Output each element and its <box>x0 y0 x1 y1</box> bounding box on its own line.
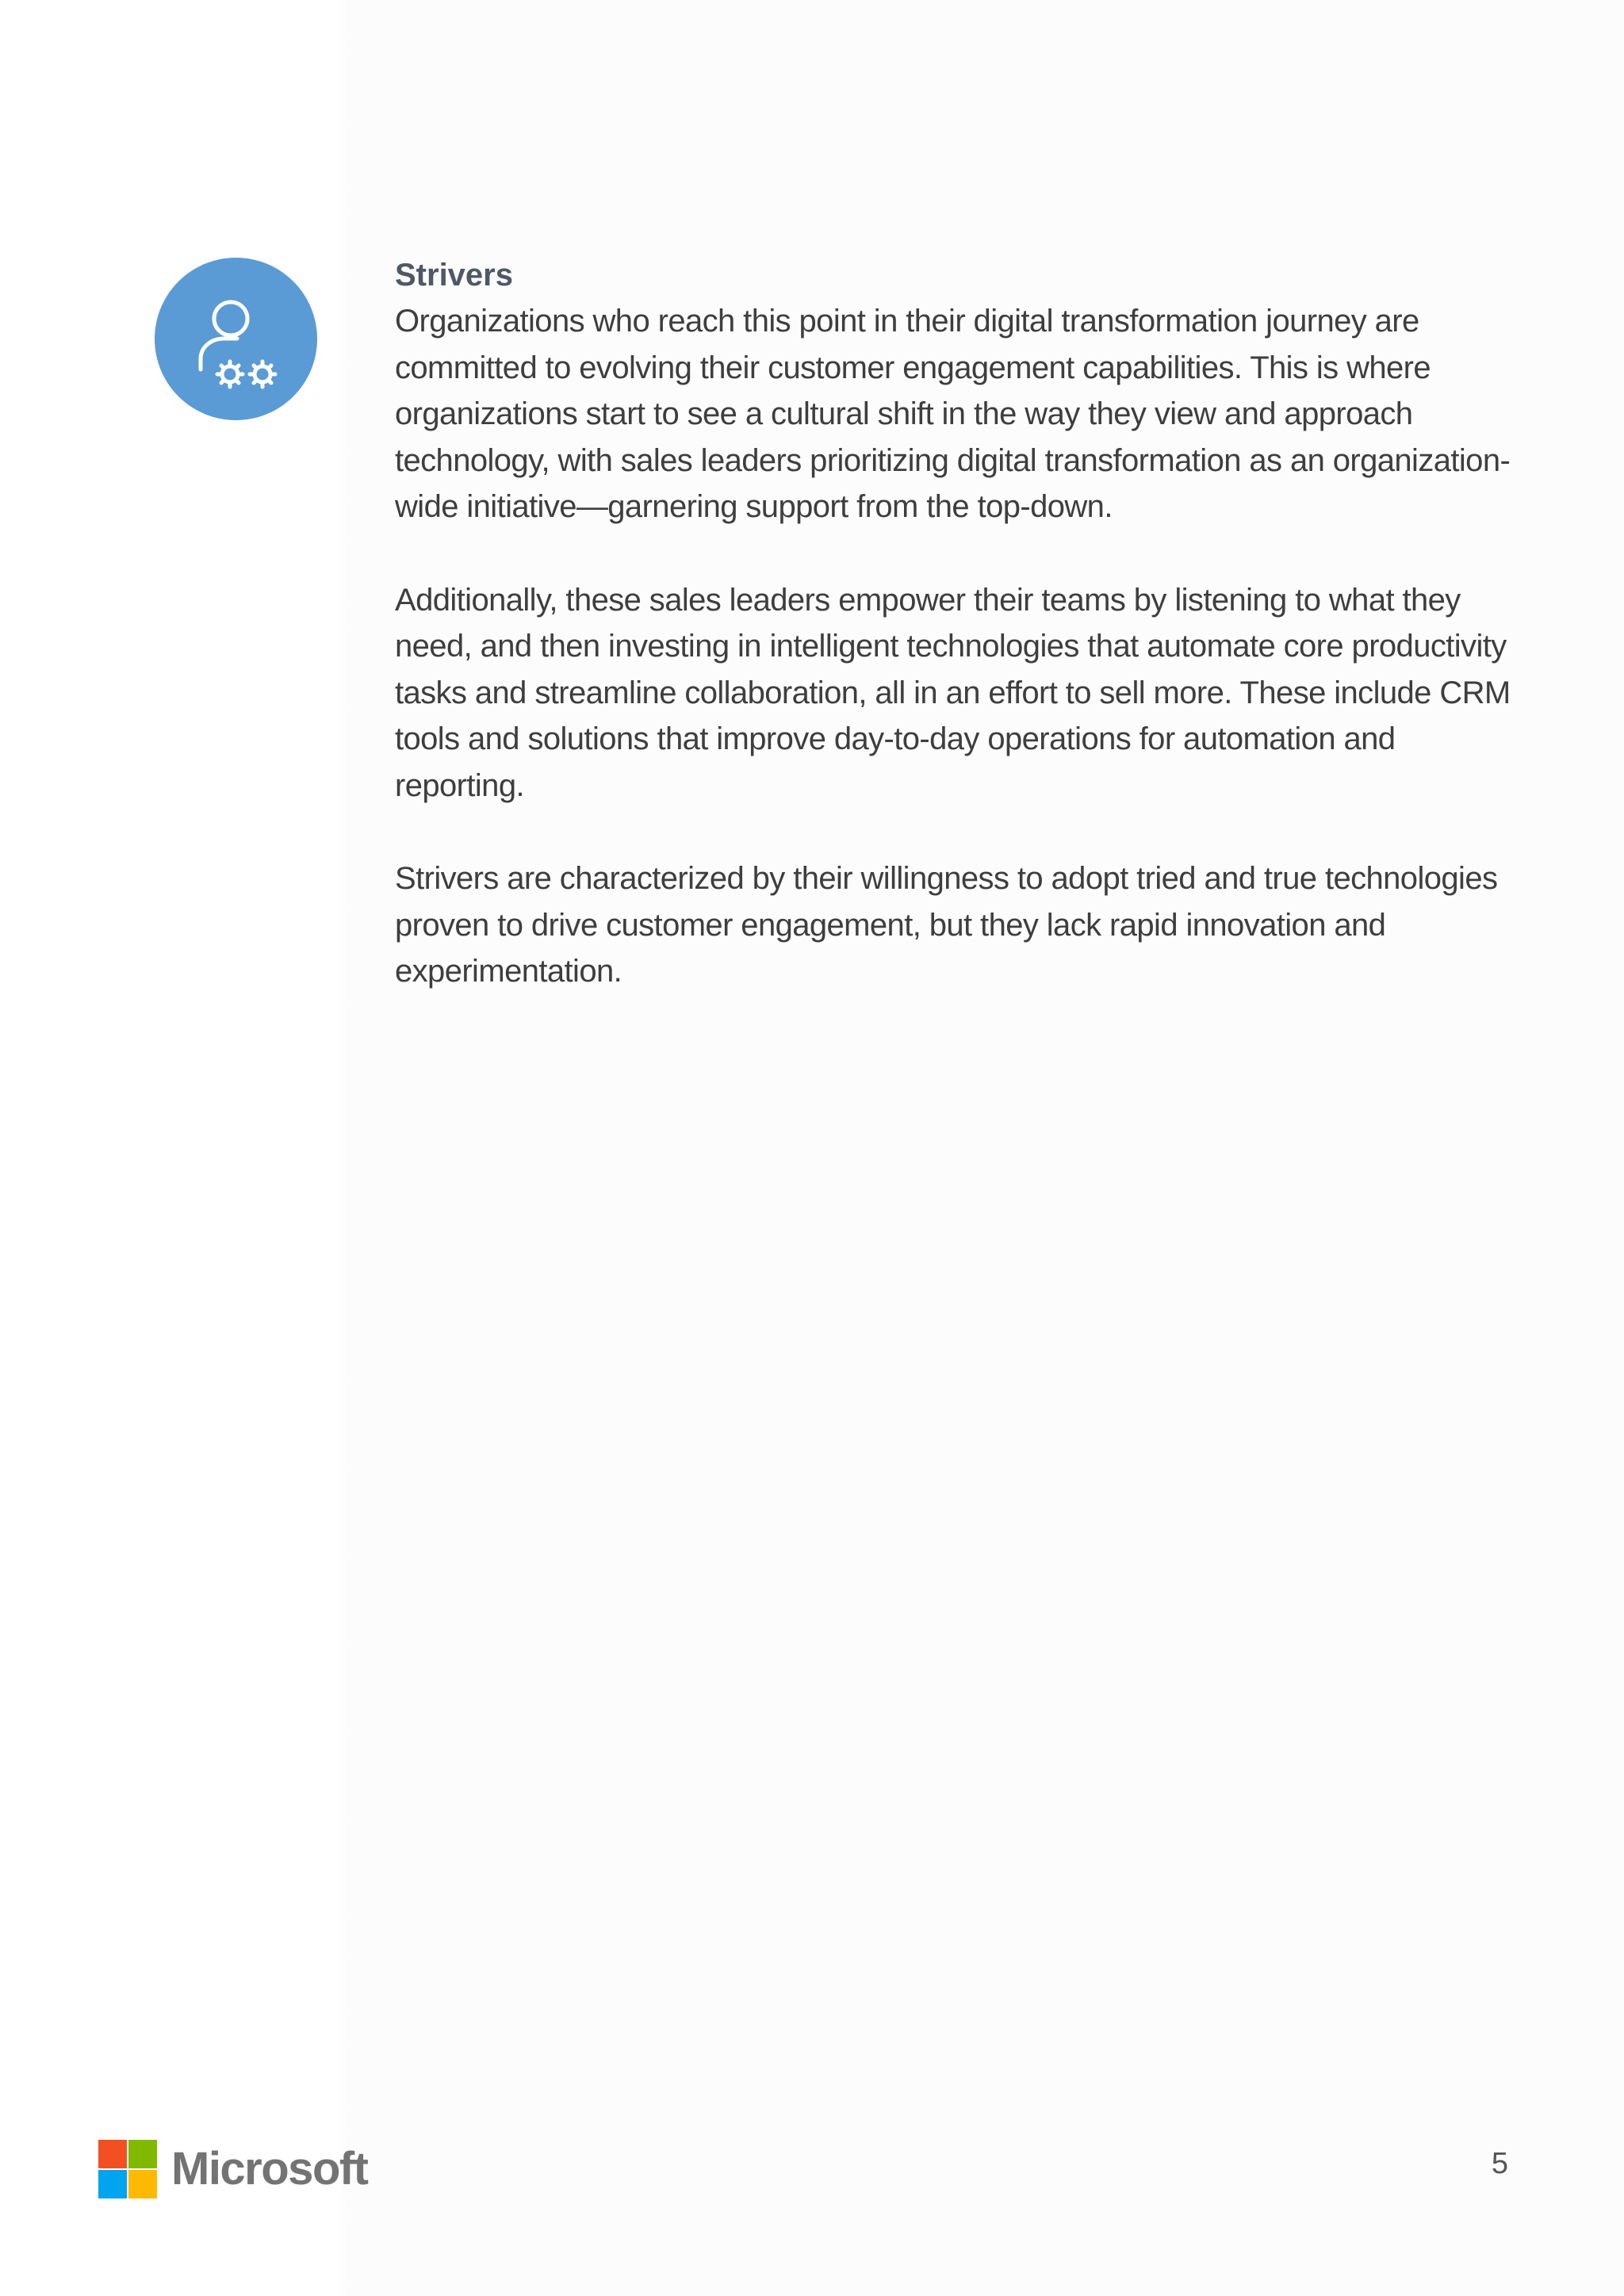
paragraph-2: Additionally, these sales leaders empower their teams by listening to what they need, and then investing in intelligent technologies that automate core productivity tasks and streamline collaboration, all in an effort to sell more. These include CRM tools and solutions that improve day-to-day operations for automation and reporting. <box>395 582 1511 803</box>
paragraph-1: Organizations who reach this point in their digital transformation journey are committed to evolving their customer engagement capabilities. This is where organizations start to see a cultural shift in the way they view and approach technology, with sales leaders prioritizing digital transformation as an organization-wide initiative—garnering support from the top-down. <box>395 304 1511 525</box>
person-gears-icon <box>155 258 317 420</box>
section-heading: Strivers <box>395 258 513 293</box>
microsoft-logo <box>98 2139 368 2199</box>
section-content <box>395 252 1521 1042</box>
paragraph-3: Strivers are characterized by their willingness to adopt tried and true technologies proven to drive customer engagement, but they lack rapid innovation and experimentation. <box>395 861 1498 989</box>
microsoft-wordmark: Microsoft <box>171 2143 368 2195</box>
microsoft-squares-icon <box>98 2140 157 2198</box>
page-number: 5 <box>1491 2147 1508 2180</box>
